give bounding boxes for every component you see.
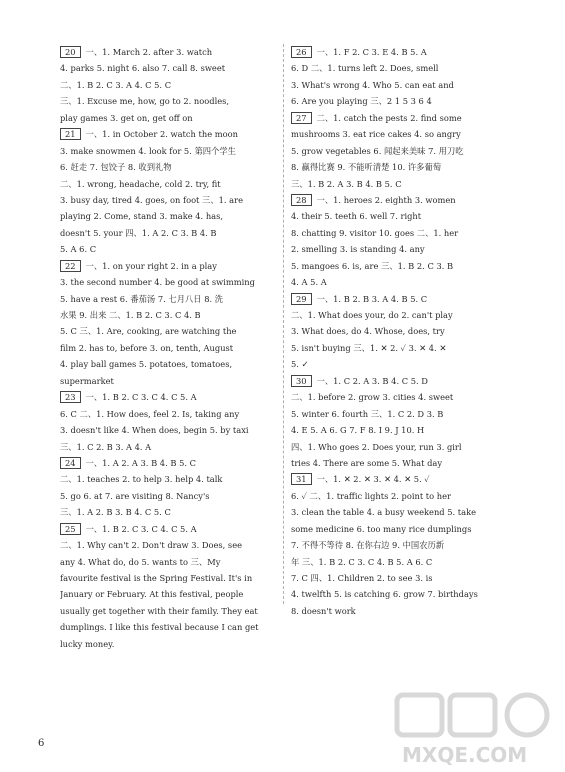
answer-text: 3. make snowmen 4. look for 5. 第四个学生	[60, 145, 236, 156]
answer-text: 一、1. C 2. A 3. B 4. C 5. D	[316, 375, 428, 386]
left-text-line	[60, 159, 275, 175]
left-text-line	[60, 521, 275, 537]
right-text-line	[291, 504, 508, 520]
right-text-line	[291, 159, 508, 175]
left-text-line	[60, 554, 275, 570]
answer-text: supermarket	[60, 375, 114, 386]
right-text-line	[291, 143, 508, 159]
right-text-line	[291, 521, 508, 537]
right-text-line	[291, 93, 508, 109]
answer-text: 5. go 6. at 7. are visiting 8. Nancy's	[60, 490, 210, 501]
answer-text: 一、1. B 2. C 3. C 4. C 5. A	[85, 392, 197, 403]
left-text-line	[60, 422, 275, 438]
left-text-line	[60, 307, 275, 323]
left-text-line	[60, 241, 275, 257]
right-text-line	[291, 537, 508, 553]
answer-text: 3. What's wrong 4. Who 5. can eat and	[291, 79, 454, 90]
answer-text: 5. grow vegetables 6. 闻起来美味 7. 用刀吃	[291, 145, 464, 156]
answer-text: 二、1. catch the pests 2. find some	[316, 112, 462, 123]
watermark-logo	[392, 690, 557, 770]
answer-text: 4. their 5. teeth 6. well 7. right	[291, 211, 422, 222]
answer-text: 一、1. F 2. C 3. E 4. B 5. A	[316, 47, 427, 57]
answer-text: 二、1. B 2. C 3. A 4. C 5. C	[60, 79, 172, 90]
answer-text: 7. C 四、1. Children 2. to see 3. is	[291, 573, 433, 583]
exercise-number-box: 21	[60, 128, 81, 140]
right-text-line	[291, 389, 508, 405]
answer-text: 3. clean the table 4. a busy weekend 5. take	[291, 507, 477, 518]
answer-text: usually get together with their family. They eat	[60, 605, 258, 616]
left-text-line	[60, 274, 275, 290]
answer-text: 4. play ball games 5. potatoes, tomatoes,	[60, 359, 233, 370]
left-text-line	[60, 258, 275, 274]
right-text-line	[291, 323, 508, 339]
right-text-line	[291, 77, 508, 93]
exercise-number-box: 25	[60, 523, 81, 535]
answer-text: lucky money.	[60, 638, 115, 649]
left-text-line	[60, 356, 275, 372]
answer-text: 6. Are you playing 三、2 1 5 3 6 4	[291, 96, 432, 107]
right-text-line	[291, 554, 508, 570]
answer-text: 5. C 三、1. Are, cooking, are watching the	[60, 326, 237, 337]
answer-text: 4. E 5. A 6. G 7. F 8. I 9. J 10. H	[291, 425, 425, 436]
left-text-line	[60, 323, 275, 339]
answer-text: 一、1. B 2. B 3. A 4. B 5. C	[316, 293, 428, 304]
left-text-line	[60, 340, 275, 356]
right-text-line	[291, 471, 508, 487]
exercise-number-box: 27	[291, 112, 312, 124]
answer-text: 一、1. heroes 2. eighth 3. women	[316, 194, 456, 205]
answer-text: tries 4. There are some 5. What day	[291, 457, 443, 468]
answer-text: 4. A 5. A	[291, 277, 327, 288]
answer-text: 三、1. B 2. A 3. B 4. B 5. C	[291, 178, 402, 189]
answer-text: doesn't 5. your 四、1. A 2. C 3. B 4. B	[60, 227, 217, 238]
answer-text: 3. What does, do 4. Whose, does, try	[291, 326, 445, 337]
left-text-line	[60, 291, 275, 307]
exercise-number-box: 29	[291, 293, 312, 305]
answer-text: playing 2. Come, stand 3. make 4. has,	[60, 211, 224, 222]
left-text-line	[60, 110, 275, 126]
watermark-text: MXQE.COM	[402, 743, 528, 767]
right-text-line	[291, 225, 508, 241]
answer-text: 4. twelfth 5. is catching 6. grow 7. birthdays	[291, 589, 478, 600]
exercise-number-box: 31	[291, 473, 312, 485]
left-text-line	[60, 488, 275, 504]
left-text-line	[60, 603, 275, 619]
answer-text: 5. ✓	[291, 359, 309, 370]
answer-text: 二、1. wrong, headache, cold 2. try, fit	[60, 178, 221, 189]
left-text-line	[60, 176, 275, 192]
answer-text: 一、1. March 2. after 3. watch	[85, 47, 213, 57]
right-text-line	[291, 60, 508, 76]
right-text-line	[291, 44, 508, 60]
answer-text: 三、1. C 2. B 3. A 4. A	[60, 441, 152, 452]
answer-text: favourite festival is the Spring Festival. It's in	[60, 573, 253, 583]
right-text-line	[291, 422, 508, 438]
answer-text: 5. isn't buying 三、1. ✕ 2. ✓ 3. ✕ 4. ✕	[291, 342, 447, 353]
right-text-line	[291, 274, 508, 290]
answer-text: 7. 不得不等待 8. 在你右边 9. 中国农历新	[291, 540, 445, 551]
right-text-line	[291, 176, 508, 192]
answer-text: 四、1. Who goes 2. Does your, run 3. girl	[291, 441, 462, 452]
answer-text: 4. parks 5. night 6. also 7. call 8. sweet	[60, 63, 226, 74]
right-text-line	[291, 586, 508, 602]
answer-text: mushrooms 3. eat rice cakes 4. so angry	[291, 129, 461, 140]
answer-text: some medicine 6. too many rice dumplings	[291, 523, 472, 534]
right-text-line	[291, 340, 508, 356]
answer-text: 二、1. teaches 2. to help 3. help 4. talk	[60, 474, 223, 485]
right-text-line	[291, 126, 508, 142]
exercise-number-box: 24	[60, 457, 81, 469]
right-text-line	[291, 455, 508, 471]
left-text-line	[60, 570, 275, 586]
left-text-line	[60, 586, 275, 602]
answer-text: January or February. At this festival, people	[60, 589, 244, 600]
right-text-line	[291, 406, 508, 422]
left-text-line	[60, 406, 275, 422]
exercise-number-box: 22	[60, 260, 81, 272]
answer-text: 3. busy day, tired 4. goes, on foot 三、1. are	[60, 194, 244, 205]
exercise-number-box: 23	[60, 391, 81, 403]
left-text-line	[60, 60, 275, 76]
right-column	[291, 44, 508, 619]
answer-text: 8. doesn't work	[291, 605, 356, 616]
answer-text: 6. 赶走 7. 包饺子 8. 收到礼物	[60, 162, 172, 173]
left-text-line	[60, 225, 275, 241]
answer-text: dumplings. I like this festival because I can get	[60, 622, 259, 633]
left-text-line	[60, 93, 275, 109]
answer-text: 5. winter 6. fourth 三、1. C 2. D 3. B	[291, 408, 444, 419]
answer-text: film 2. has to, before 3. on, tenth, August	[60, 342, 234, 353]
right-text-line	[291, 110, 508, 126]
answer-text: 二、1. What does your, do 2. can't play	[291, 310, 453, 320]
right-text-line	[291, 488, 508, 504]
left-text-line	[60, 77, 275, 93]
answer-text: 二、1. before 2. grow 3. cities 4. sweet	[291, 392, 454, 403]
left-text-line	[60, 619, 275, 635]
answer-text: play games 3. get on, get off on	[60, 112, 193, 123]
left-text-line	[60, 455, 275, 471]
left-column	[60, 44, 275, 652]
right-text-line	[291, 603, 508, 619]
answer-text: 5. have a rest 6. 番茄汤 7. 七月八日 8. 洗	[60, 293, 224, 304]
left-text-line	[60, 208, 275, 224]
left-text-line	[60, 504, 275, 520]
page-number: 6	[38, 738, 45, 749]
answer-text: 8. 赢得比赛 9. 不能听清楚 10. 许多葡萄	[291, 162, 442, 173]
answer-text: 6. ✓ 二、1. traffic lights 2. point to her	[291, 490, 451, 501]
answer-text: 一、1. B 2. C 3. C 4. C 5. A	[85, 523, 197, 534]
answer-text: 8. chatting 9. visitor 10. goes 二、1. her	[291, 227, 459, 238]
exercise-number-box: 30	[291, 375, 312, 387]
exercise-number-box: 26	[291, 46, 312, 58]
answer-text: 一、1. ✕ 2. ✕ 3. ✕ 4. ✕ 5. ✓	[316, 474, 430, 485]
right-text-line	[291, 241, 508, 257]
right-text-line	[291, 570, 508, 586]
answer-text: 6. C 二、1. How does, feel 2. Is, taking any	[60, 408, 240, 419]
answer-text: 6. D 二、1. turns left 2. Does, smell	[291, 63, 439, 74]
answer-text: 一、1. on your right 2. in a play	[85, 260, 217, 271]
answer-text: 5. A 6. C	[60, 244, 97, 255]
left-text-line	[60, 471, 275, 487]
left-text-line	[60, 389, 275, 405]
answer-text: 水果 9. 出来 二、1. B 2. C 3. C 4. B	[60, 310, 201, 320]
right-text-line	[291, 356, 508, 372]
left-text-line	[60, 636, 275, 652]
left-text-line	[60, 439, 275, 455]
answer-text: any 4. What do, do 5. wants to 三、My	[60, 556, 221, 567]
right-text-line	[291, 192, 508, 208]
answer-text: 3. the second number 4. be good at swimming	[60, 277, 255, 288]
column-divider	[283, 44, 284, 604]
left-text-line	[60, 373, 275, 389]
answer-text: 三、1. Excuse me, how, go to 2. noodles,	[60, 96, 230, 107]
exercise-number-box: 28	[291, 194, 312, 206]
answer-text: 一、1. A 2. A 3. B 4. B 5. C	[85, 457, 196, 468]
right-text-line	[291, 291, 508, 307]
left-text-line	[60, 126, 275, 142]
answer-text: 3. doesn't like 4. When does, begin 5. by taxi	[60, 425, 249, 436]
answer-text: 三、1. A 2. B 3. B 4. C 5. C	[60, 507, 171, 518]
left-text-line	[60, 192, 275, 208]
left-text-line	[60, 44, 275, 60]
right-text-line	[291, 208, 508, 224]
answer-text: 二、1. Why can't 2. Don't draw 3. Does, see	[60, 540, 243, 551]
right-text-line	[291, 439, 508, 455]
answer-text: 年 三、1. B 2. C 3. C 4. B 5. A 6. C	[291, 556, 433, 567]
left-text-line	[60, 537, 275, 553]
answer-text: 2. smelling 3. is standing 4. any	[291, 244, 425, 255]
right-text-line	[291, 373, 508, 389]
left-text-line	[60, 143, 275, 159]
answer-text: 一、1. in October 2. watch the moon	[85, 129, 238, 140]
exercise-number-box: 20	[60, 46, 81, 58]
answer-text: 5. mangoes 6. is, are 三、1. B 2. C 3. B	[291, 260, 454, 271]
right-text-line	[291, 258, 508, 274]
right-text-line	[291, 307, 508, 323]
